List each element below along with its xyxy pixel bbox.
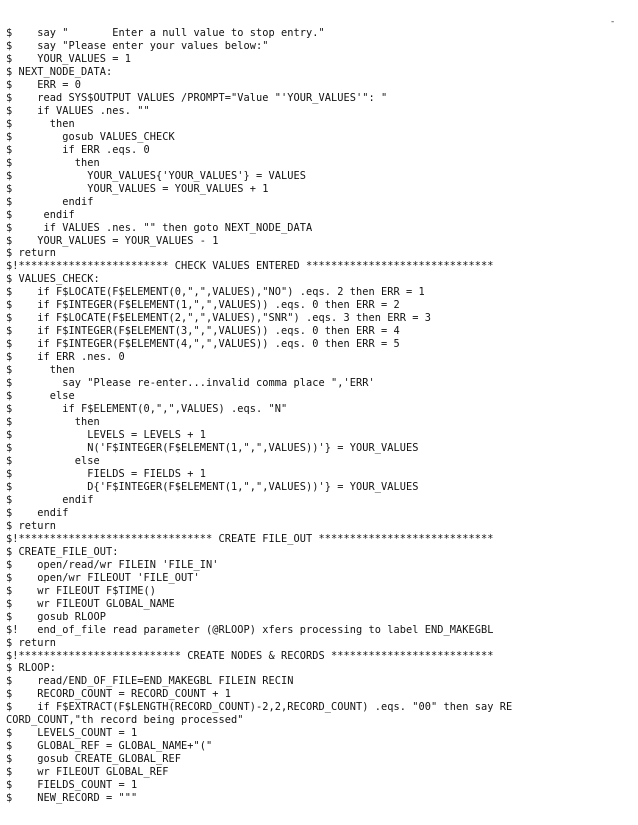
code-line: $ wr FILEOUT GLOBAL_REF (6, 766, 169, 779)
code-line: $ if F$LOCATE(F$ELEMENT(2,",",VALUES),"SNR") .eqs. 3 then ERR = 3 (6, 312, 431, 325)
code-line: $ open/read/wr FILEIN 'FILE_IN' (6, 558, 219, 571)
code-line: $!************************** CREATE NODES & RECORDS ************************** (6, 649, 494, 662)
code-line: $ endif (6, 493, 94, 506)
code-line: $ endif (6, 208, 75, 221)
code-line: $ gosub CREATE_GLOBAL_REF (6, 753, 181, 766)
code-line: $ RECORD_COUNT = RECORD_COUNT + 1 (6, 688, 231, 701)
code-line: $ then (6, 364, 75, 377)
code-line: CORD_COUNT,"th record being processed" (6, 714, 244, 727)
code-line: $ LEVELS_COUNT = 1 (6, 727, 138, 740)
code-line: $ say " Enter a null value to stop entry." (6, 27, 325, 39)
code-line: $ open/wr FILEOUT 'FILE_OUT' (6, 571, 200, 584)
code-line: $ YOUR_VALUES = YOUR_VALUES + 1 (6, 182, 269, 195)
code-line: $ LEVELS = LEVELS + 1 (6, 429, 206, 442)
code-line: $ return (6, 519, 56, 532)
corner-mark: - (611, 17, 615, 27)
code-line: $ if ERR .eqs. 0 (6, 143, 150, 156)
code-line: $ say "Please enter your values below:" (6, 39, 269, 52)
code-line: $ endif (6, 195, 94, 208)
code-line: $ FIELDS = FIELDS + 1 (6, 467, 206, 480)
code-line: $ else (6, 390, 75, 403)
code-line: $ RLOOP: (6, 662, 56, 675)
code-line: $ then (6, 156, 100, 169)
code-line: $ GLOBAL_REF = GLOBAL_NAME+"(" (6, 740, 213, 753)
code-line: $ if F$EXTRACT(F$LENGTH(RECORD_COUNT)-2,2,RECORD_COUNT) .eqs. "00" then say RE (6, 701, 513, 714)
code-line: $! end_of_file read parameter (@RLOOP) xfers processing to label END_MAKEGBL (6, 623, 494, 636)
code-line: $ YOUR_VALUES = YOUR_VALUES - 1 (6, 234, 219, 247)
code-line: $ if F$LOCATE(F$ELEMENT(0,",",VALUES),"NO") .eqs. 2 then ERR = 1 (6, 286, 425, 299)
code-line: $ N('F$INTEGER(F$ELEMENT(1,",",VALUES))'} = YOUR_VALUES (6, 442, 419, 454)
code-line: $ else (6, 454, 100, 467)
code-line: $ wr FILEOUT F$TIME() (6, 584, 156, 597)
code-line: $ if F$INTEGER(F$ELEMENT(4,",",VALUES)) .eqs. 0 then ERR = 5 (6, 338, 400, 351)
code-line: $ read/END_OF_FILE=END_MAKEGBL FILEIN RECIN (6, 675, 294, 688)
code-line: $ ERR = 0 (6, 78, 81, 91)
code-line: $ if F$INTEGER(F$ELEMENT(1,",",VALUES)) .eqs. 0 then ERR = 2 (6, 299, 400, 312)
code-line: $ if F$ELEMENT(0,",",VALUES) .eqs. "N" (6, 403, 288, 416)
code-line: $ return (6, 247, 56, 260)
code-line: $ gosub VALUES_CHECK (6, 130, 175, 143)
code-line: $ endif (6, 506, 69, 519)
code-line: $ NEXT_NODE_DATA: (6, 65, 113, 78)
code-line: $!******************************* CREATE FILE_OUT **************************** (6, 532, 494, 545)
code-line: $ D{'F$INTEGER(F$ELEMENT(1,",",VALUES))'} = YOUR_VALUES (6, 480, 419, 493)
code-line: $ then (6, 416, 100, 429)
code-line: $ read SYS$OUTPUT VALUES /PROMPT="Value "'YOUR_VALUES'": " (6, 91, 388, 104)
code-line: $ gosub RLOOP (6, 610, 106, 623)
code-line: $ then (6, 117, 75, 130)
code-listing (6, 27, 632, 805)
code-line: $ YOUR_VALUES{'YOUR_VALUES'} = VALUES (6, 169, 306, 182)
code-line: $!************************ CHECK VALUES ENTERED ****************************** (6, 260, 494, 273)
code-line: $ say "Please re-enter...invalid comma place ",'ERR' (6, 377, 375, 390)
code-line: $ VALUES_CHECK: (6, 273, 100, 286)
code-line: $ if F$INTEGER(F$ELEMENT(3,",",VALUES)) .eqs. 0 then ERR = 4 (6, 325, 400, 338)
code-line: $ if VALUES .nes. "" (6, 104, 150, 117)
code-line: $ YOUR_VALUES = 1 (6, 52, 131, 65)
code-line: $ FIELDS_COUNT = 1 (6, 779, 138, 792)
code-line: $ if VALUES .nes. "" then goto NEXT_NODE_DATA (6, 221, 313, 234)
code-line: $ NEW_RECORD = """ (6, 792, 138, 805)
code-line: $ CREATE_FILE_OUT: (6, 545, 119, 558)
code-line: $ return (6, 636, 56, 649)
code-line: $ if ERR .nes. 0 (6, 351, 125, 364)
code-line: $ wr FILEOUT GLOBAL_NAME (6, 597, 175, 610)
